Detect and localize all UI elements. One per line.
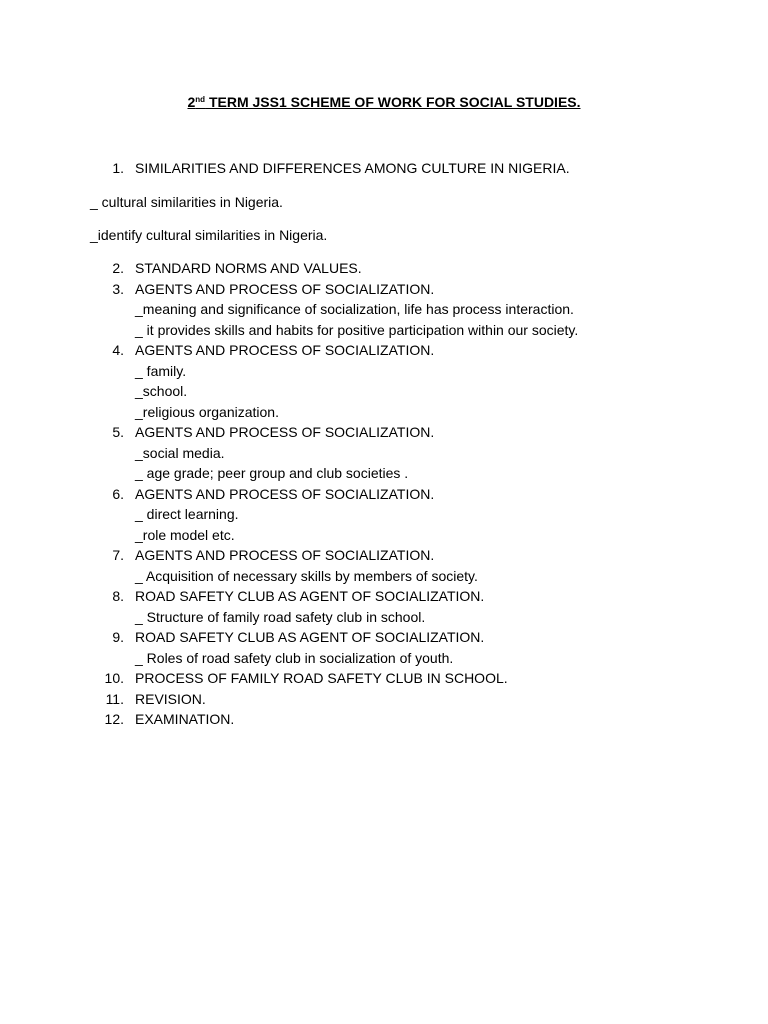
list-item-number: 12. <box>104 711 124 727</box>
list-item-number: 5. <box>112 424 124 440</box>
list-item-text: AGENTS AND PROCESS OF SOCIALIZATION. <box>135 547 435 563</box>
topic-line: _ cultural similarities in Nigeria. <box>90 194 283 210</box>
list-item-text: ROAD SAFETY CLUB AS AGENT OF SOCIALIZATION. <box>135 588 485 604</box>
document-title <box>0 92 768 113</box>
list-item-number: 3. <box>112 280 124 297</box>
list-item-number: 1. <box>112 160 124 176</box>
list-subitem: _role model etc. <box>135 526 235 543</box>
list-subitem: _school. <box>135 383 188 399</box>
list-item-number: 7. <box>112 547 124 563</box>
list-subitem: _ age grade; peer group and club societies . <box>135 465 409 481</box>
list-item-text: AGENTS AND PROCESS OF SOCIALIZATION. <box>135 424 435 440</box>
list-item-text: STANDARD NORMS AND VALUES. <box>135 260 362 276</box>
list-subitem: _ direct learning. <box>135 506 239 522</box>
list-item-number: 8. <box>112 588 124 604</box>
topic-line: _identify cultural similarities in Nigeria. <box>90 227 328 243</box>
list-item-number: 11. <box>105 690 124 707</box>
list-item-text: SIMILARITIES AND DIFFERENCES AMONG CULTURE IN NIGERIA. <box>135 160 570 176</box>
list-item-text: AGENTS AND PROCESS OF SOCIALIZATION. <box>135 485 435 502</box>
list-item-number: 4. <box>112 342 124 358</box>
list-item-text: AGENTS AND PROCESS OF SOCIALIZATION. <box>135 280 435 297</box>
list-item-number: 6. <box>112 485 124 502</box>
list-item-text: EXAMINATION. <box>135 711 235 727</box>
list-subitem: _ Structure of family road safety club in school. <box>135 608 426 625</box>
list-subitem: _ Acquisition of necessary skills by members of society. <box>135 567 478 584</box>
list-item-text: AGENTS AND PROCESS OF SOCIALIZATION. <box>135 342 435 358</box>
list-item-text: PROCESS OF FAMILY ROAD SAFETY CLUB IN SCHOOL. <box>135 670 508 686</box>
list-subitem: _religious organization. <box>135 403 279 420</box>
list-item-number: 10. <box>104 670 124 686</box>
list-item-text: REVISION. <box>135 690 206 707</box>
list-item-number: 9. <box>112 629 124 645</box>
list-item-number: 2. <box>112 260 124 276</box>
list-item-text: ROAD SAFETY CLUB AS AGENT OF SOCIALIZATION. <box>135 629 485 645</box>
title-ordinal-suffix: nd <box>195 95 206 104</box>
list-subitem: _meaning and significance of socialization, life has process interaction. <box>135 301 574 317</box>
list-subitem: _ it provides skills and habits for positive participation within our society. <box>135 321 579 338</box>
title-term-number: 2 <box>187 94 196 110</box>
title-text: TERM JSS1 SCHEME OF WORK FOR SOCIAL STUDIES. <box>205 94 581 110</box>
list-subitem: _ family. <box>135 362 187 379</box>
list-subitem: _social media. <box>135 444 225 461</box>
list-subitem: _ Roles of road safety club in socialization of youth. <box>135 649 454 666</box>
